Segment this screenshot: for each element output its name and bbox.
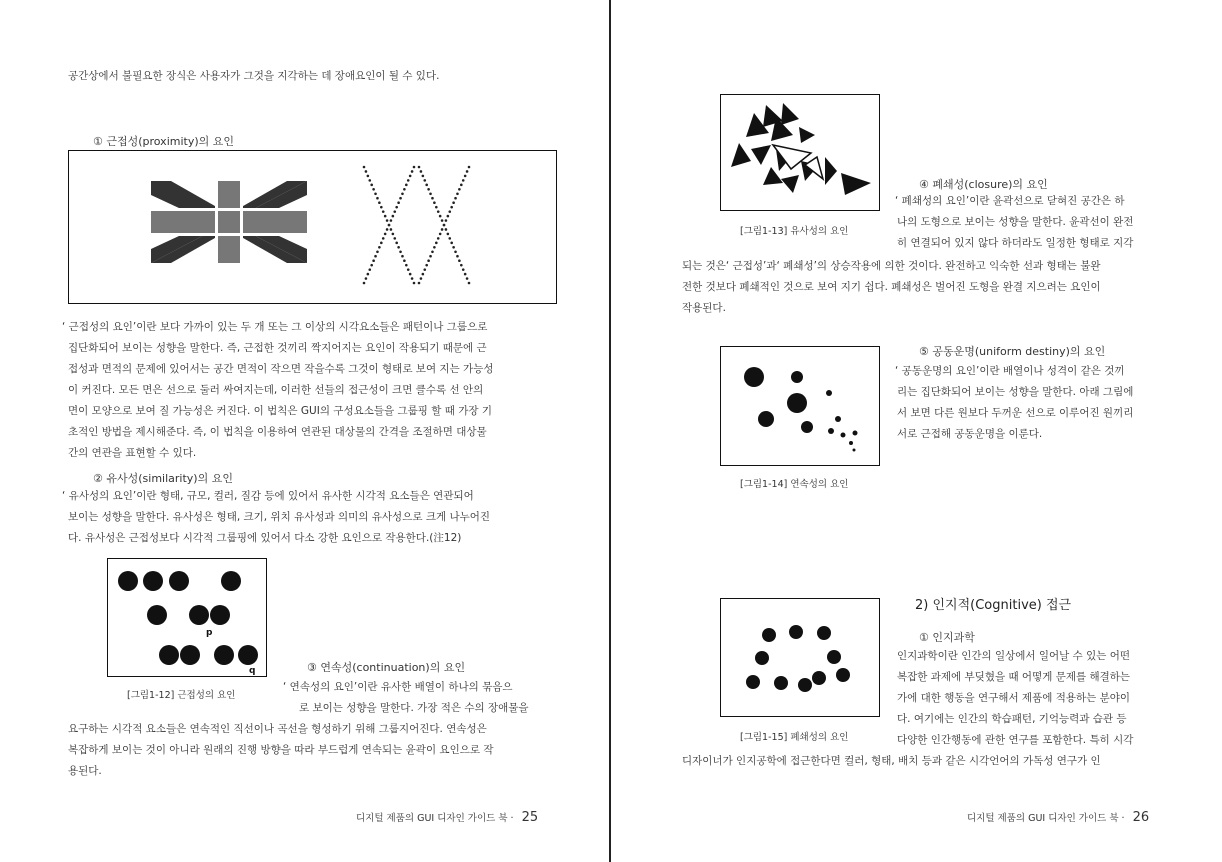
dot — [448, 237, 451, 240]
dot — [378, 246, 381, 249]
dot — [378, 201, 381, 204]
dot — [386, 228, 389, 231]
dot — [462, 179, 465, 182]
figure-14-caption: [그림1-14] 연속성의 요인 — [740, 479, 849, 490]
intro-text: 공간상에서 불필요한 장식은 사용자가 그것을 지각하는 데 장애요인이 될 수 있다. — [68, 70, 440, 82]
dot — [407, 268, 410, 271]
dot — [435, 242, 438, 245]
closure-dots-illustration — [721, 599, 879, 716]
dot — [420, 277, 423, 280]
figure-12-proximity-dots — [107, 558, 267, 677]
dot — [464, 273, 467, 276]
dot — [418, 166, 421, 169]
dot — [452, 201, 455, 204]
dot — [458, 259, 461, 262]
heading-closure: ④ 폐쇄성(closure)의 요인 — [919, 178, 1048, 191]
dot — [370, 184, 373, 187]
dot — [427, 188, 430, 191]
text-line: 다. 여기에는 인간의 학습패턴, 기억능력과 습관 등 — [897, 713, 1127, 725]
dot — [447, 215, 450, 218]
flag-graphic — [151, 181, 307, 263]
dot — [437, 210, 440, 213]
heading-proximity: ① 근접성(proximity)의 요인 — [93, 135, 235, 148]
dot — [374, 255, 377, 258]
dot — [462, 268, 465, 271]
page-footer — [967, 810, 1149, 825]
dot — [411, 277, 414, 280]
dot — [460, 184, 463, 187]
dot — [460, 264, 463, 267]
dot — [445, 219, 448, 222]
dot — [429, 192, 432, 195]
dot — [437, 237, 440, 240]
dot — [447, 233, 450, 236]
dot — [466, 170, 469, 173]
text-line: 요구하는 시각적 요소들은 연속적인 직선이나 곡선을 형성하기 위해 그룹지어진다. 연속성은 — [68, 723, 487, 735]
dot — [464, 175, 467, 178]
dotted-lines-graphic — [363, 166, 471, 285]
text-line: 나의 도형으로 보이는 성향을 말한다. 윤곽선이 완전 — [897, 216, 1134, 228]
dot — [370, 264, 373, 267]
figure-proximity — [68, 150, 557, 304]
dot — [363, 166, 366, 169]
text-line: 전한 것보다 폐쇄적인 것으로 보여 지기 쉽다. 폐쇄성은 벌어진 도형을 완결 지으려는 요인이 — [682, 281, 1101, 293]
dot — [401, 255, 404, 258]
dot — [392, 215, 395, 218]
dot — [401, 192, 404, 195]
dot — [466, 277, 469, 280]
text-line: ‘ 연속성의 요인’이란 유사한 배열이 하나의 묶음으 — [283, 681, 513, 693]
proximity-illustration — [69, 151, 556, 303]
text-line: ‘ 유사성의 요인’이란 형태, 규모, 컬러, 질감 등에 있어서 유사한 시각적 요소들은 연관되어 — [62, 490, 474, 502]
dot — [456, 255, 459, 258]
dot — [388, 224, 391, 227]
text-line: 서로 근접해 공동운명을 이룬다. — [897, 428, 1043, 440]
figure-12-caption: [그림1-12] 근접성의 요인 — [127, 690, 236, 701]
dot — [409, 175, 412, 178]
dot — [452, 246, 455, 249]
dot — [372, 188, 375, 191]
right-page — [612, 0, 1222, 862]
dot — [439, 215, 442, 218]
label-q: q — [249, 666, 256, 676]
text-line: 면이 모양으로 보여 질 가능성은 커진다. 이 법칙은 GUI의 구성요소들을 그룹핑 할 때 가장 기 — [68, 405, 492, 417]
text-line: 인지과학이란 인간의 일상에서 일어날 수 있는 어떤 — [897, 650, 1131, 662]
text-line: 집단화되어 보이는 성향을 말한다. 즉, 근접한 것끼리 짝지어지는 요인이 작용되기 때문에 근 — [68, 342, 487, 354]
page-number: 26 — [1132, 810, 1150, 825]
dot — [425, 264, 428, 267]
text-line: 접성과 면적의 문제에 있어서는 공간 면적이 작으면 작을수록 그것이 형태로 보여 지는 가능성 — [68, 363, 494, 375]
figure-15-caption: [그림1-15] 폐쇄성의 요인 — [740, 732, 849, 743]
text-line: 다. 유사성은 근접성보다 시각적 그룹핑에 있어서 다소 강한 요인으로 작용한다.(注12) — [68, 532, 462, 544]
dot — [422, 273, 425, 276]
figure-15-closure-dots — [720, 598, 880, 717]
dot — [427, 259, 430, 262]
dot — [441, 228, 444, 231]
dot — [443, 224, 446, 227]
figure-13-caption: [그림1-13] 유사성의 요인 — [740, 226, 849, 237]
left-page — [0, 0, 610, 862]
dot — [368, 179, 371, 182]
text-line: 작용된다. — [682, 302, 726, 314]
page-divider — [609, 0, 611, 862]
dot — [409, 273, 412, 276]
dot — [468, 282, 471, 285]
text-line: 용된다. — [68, 765, 102, 777]
text-line: 초적인 방법을 제시해준다. 즉, 이 법칙을 이용하여 연관된 대상물의 간격을 조절하면 대상물 — [68, 426, 487, 438]
dot — [425, 184, 428, 187]
dot — [376, 250, 379, 253]
heading-uniform-destiny: ⑤ 공동운명(uniform destiny)의 요인 — [919, 345, 1106, 358]
dot — [395, 206, 398, 209]
text-line: ‘ 공동운명의 요인’이란 배열이나 성격이 같은 것끼 — [895, 365, 1125, 377]
dot — [431, 250, 434, 253]
dot — [382, 237, 385, 240]
dot — [458, 188, 461, 191]
figure-14-continuation-dots — [720, 346, 880, 466]
dots-illustration — [108, 559, 266, 676]
text-line: 복잡한 과제에 부딪혔을 때 어떻게 문제를 해결하는 — [897, 671, 1131, 683]
text-line: 되는 것은‘ 근접성’과‘ 폐쇄성’의 상승작용에 의한 것이다. 완전하고 익숙한 선과 형태는 불완 — [682, 260, 1101, 272]
dot — [423, 179, 426, 182]
dot — [393, 210, 396, 213]
dot — [405, 184, 408, 187]
heading-continuation: ③ 연속성(continuation)의 요인 — [307, 661, 466, 674]
dot — [454, 197, 457, 200]
text-line: ‘ 근접성의 요인’이란 보다 가까이 있는 두 개 또는 그 이상의 시각요소들은 패턴이나 그룹으로 — [62, 321, 488, 333]
dot — [441, 219, 444, 222]
dot — [380, 206, 383, 209]
text-line: 디자이너가 인지공학에 접근한다면 컬러, 형태, 배치 등과 같은 시각언어의 가독성 연구가 인 — [682, 755, 1101, 767]
dot — [445, 228, 448, 231]
section-heading-cognitive: 2) 인지적(Cognitive) 접근 — [915, 598, 1072, 613]
dot — [450, 242, 453, 245]
dot — [397, 246, 400, 249]
dot — [367, 273, 370, 276]
dot — [365, 170, 368, 173]
dot — [372, 259, 375, 262]
footer-title: 디지털 제품의 GUI 디자인 가이드 북 · — [356, 813, 514, 824]
text-line: 이 커진다. 모든 면은 선으로 둘러 싸여지는데, 이러한 선들의 접근성이 크면 클수록 선 안의 — [68, 384, 484, 396]
text-line: ‘ 폐쇄성의 요인’이란 윤곽선으로 닫혀진 공간은 하 — [895, 195, 1125, 207]
dot — [399, 250, 402, 253]
dot — [435, 206, 438, 209]
text-line: 간의 연관을 표현할 수 있다. — [68, 447, 197, 459]
dot — [450, 206, 453, 209]
dot — [429, 255, 432, 258]
dot — [413, 282, 416, 285]
dot — [433, 201, 436, 204]
triangles-illustration — [721, 95, 879, 210]
text-line: 히 연결되어 있지 않다 하더라도 일정한 형태로 지각 — [897, 237, 1134, 249]
dot — [363, 282, 366, 285]
dot — [439, 233, 442, 236]
dot — [392, 233, 395, 236]
dot — [384, 233, 387, 236]
figure-13-similarity-triangles — [720, 94, 880, 211]
uniform-destiny-illustration — [721, 347, 879, 465]
dot — [390, 219, 393, 222]
dot — [454, 250, 457, 253]
heading-similarity: ② 유사성(similarity)의 요인 — [93, 472, 233, 485]
dot — [433, 246, 436, 249]
page-footer — [356, 810, 538, 825]
dot — [386, 219, 389, 222]
dot — [420, 170, 423, 173]
label-p: p — [206, 628, 213, 638]
dot — [374, 192, 377, 195]
dot — [403, 259, 406, 262]
dot — [431, 197, 434, 200]
footer-title: 디지털 제품의 GUI 디자인 가이드 북 · — [967, 813, 1125, 824]
heading-cognitive-science: ① 인지과학 — [919, 631, 975, 644]
text-line: 보이는 성향을 말한다. 유사성은 형태, 크기, 위치 유사성과 의미의 유사성으로 크게 나누어진 — [68, 511, 491, 523]
dot — [367, 175, 370, 178]
dot — [423, 268, 426, 271]
dot — [405, 264, 408, 267]
dot — [393, 237, 396, 240]
text-line: 리는 집단화되어 보이는 성향을 말한다. 아래 그림에 — [897, 386, 1134, 398]
dot — [376, 197, 379, 200]
dot — [468, 166, 471, 169]
dot — [448, 210, 451, 213]
dot — [384, 215, 387, 218]
dot — [399, 197, 402, 200]
dot — [403, 188, 406, 191]
text-line: 가에 대한 행동을 연구해서 제품에 적용하는 분야이 — [897, 692, 1131, 704]
dot — [390, 228, 393, 231]
dot — [380, 242, 383, 245]
text-line: 로 보이는 성향을 말한다. 가장 적은 수의 장애물을 — [299, 702, 529, 714]
dot — [368, 268, 371, 271]
dot — [422, 175, 425, 178]
dot — [418, 282, 421, 285]
dot — [365, 277, 368, 280]
dot — [397, 201, 400, 204]
dot — [407, 179, 410, 182]
text-line: 서 보면 다른 원보다 두꺼운 선으로 이루어진 원끼리 — [897, 407, 1134, 419]
page-number: 25 — [521, 810, 539, 825]
dot — [413, 166, 416, 169]
dot — [456, 192, 459, 195]
dot — [382, 210, 385, 213]
text-line: 다양한 인간행동에 관한 연구를 포함한다. 특히 시각 — [897, 734, 1134, 746]
dot — [395, 242, 398, 245]
dot — [411, 170, 414, 173]
text-line: 복잡하게 보이는 것이 아니라 원래의 진행 방향을 따라 부드럽게 연속되는 윤곽이 요인으로 작 — [68, 744, 494, 756]
